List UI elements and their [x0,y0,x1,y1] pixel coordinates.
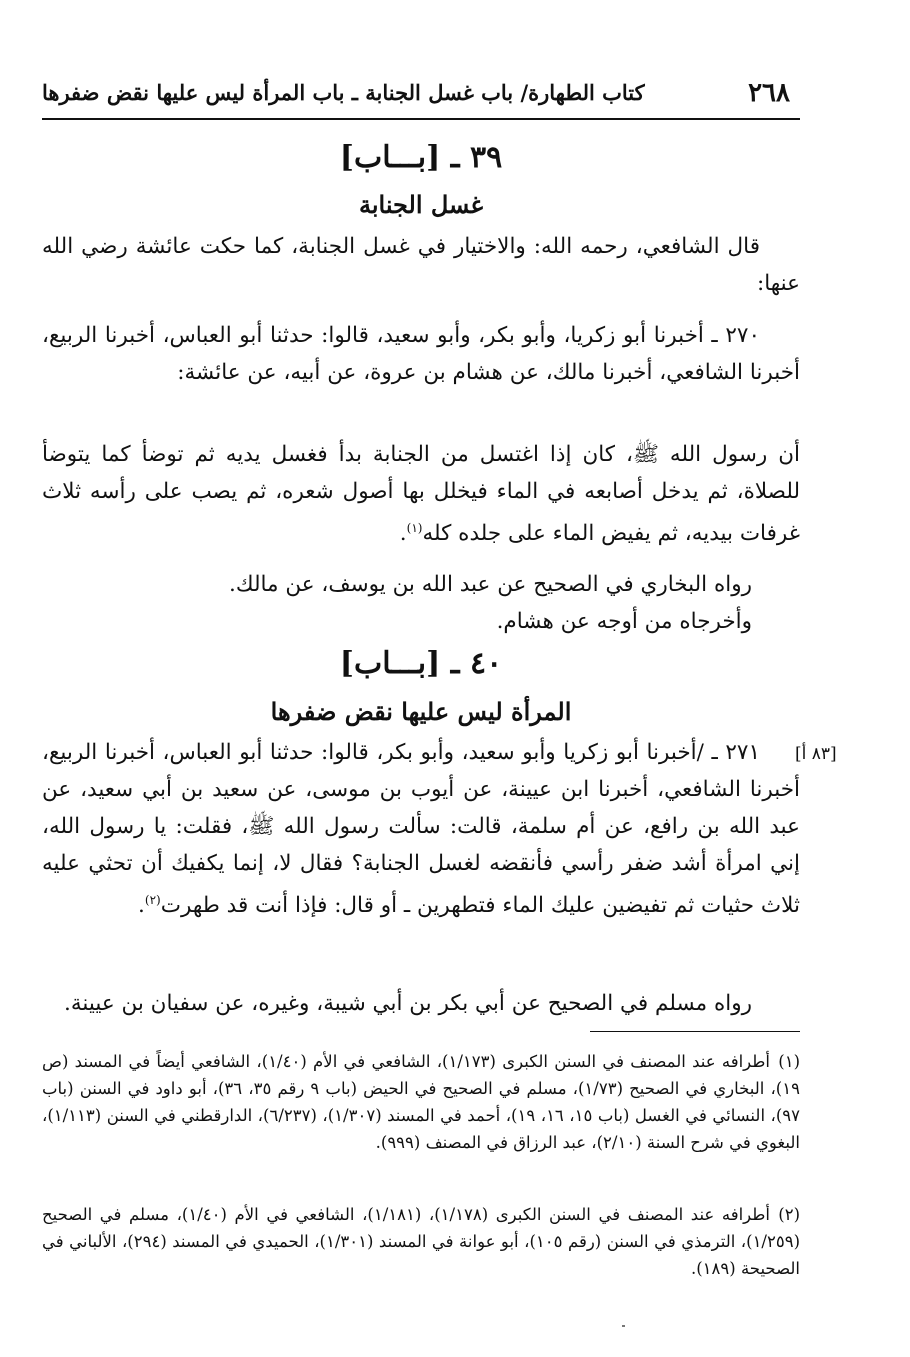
footnote-divider [590,1031,800,1032]
footnote-ref-2: (٢) [144,893,161,907]
footnote-ref-1: (١) [406,521,423,535]
hadith-270-matn [42,436,800,552]
hadith-271-end: . [138,893,145,919]
hadith-270-matn-text: أن رسول الله ﷺ، كان إذا اغتسل من الجنابة بدأ فغسل يديه ثم توضأ كما يتوضأ للصلاة، ثم يدخل أصابعه في الماء فيخلل بها أصول شعره، ثم يصب على رأسه ثلاث غرفات بيديه، ثم يفيض الماء على جلده كله [42,442,800,547]
footnote-2-number: (٢) [778,1205,800,1224]
both-note: وأخرجاه من أوجه عن هشام. [496,609,752,634]
footnote-1-text: أطرافه عند المصنف في السنن الكبرى (١/١٧٣)، الشافعي في الأم (١/٤٠)، الشافعي أيضاً في المسند (ص ١٩)، البخاري في الصحيح (١/٧٣)، مسلم في الصحيح في الحيض (باب ٩ رقم ٣٥، ٣٦)، أبو داود في السنن (باب ٩٧)، النسائي في الغسل (باب ١٥، ١٦، ١٩)، أحمد في المسند (١/٣٠٧)، (٦/٢٣٧)، الدارقطني في السنن (١/١١٣)، البغوي في شرح السنة (٢/١٠)، عبد الرزاق في المصنف (٩٩٩). [42,1052,801,1152]
manuscript-folio-ref: [٨٣ أ] [795,744,837,764]
footnote-1-number: (١) [778,1052,800,1071]
header-divider [42,118,800,120]
hadith-270-matn-end: . [399,521,407,547]
footnote-2 [42,1201,800,1282]
footnote-1 [42,1048,800,1156]
page-header [42,78,800,114]
bukhari-note: رواه البخاري في الصحيح عن عبد الله بن يوسف، عن مالك. [229,572,752,597]
intro-paragraph: قال الشافعي، رحمه الله: والاختيار في غسل الجنابة، كما حكت عائشة رضي الله عنها: [42,234,800,296]
chapter-40-subtitle: المرأة ليس عليها نقض ضفرها [270,697,572,726]
chapter-39-title: ٣٩ ـ [بـــاب] [339,140,503,175]
chapter-39-subtitle: غسل الجنابة [358,190,484,219]
hadith-270-isnad: ٢٧٠ ـ أخبرنا أبو زكريا، وأبو بكر، وأبو سعيد، قالوا: حدثنا أبو العباس، أخبرنا الربيع، أخبرنا الشافعي، أخبرنا مالك، عن هشام بن عروة، عن أبيه، عن عائشة: [42,323,800,385]
page-number: ٢٦٨ [748,78,790,108]
footnote-2-text: أطرافه عند المصنف في السنن الكبرى (١/١٧٨)، (١/١٨١)، الشافعي في الأم (١/٤٠)، مسلم في الصحيح (١/٢٥٩)، الترمذي في السنن (رقم ١٠٥)، أبو عوانة في المسند (١/٣٠١)، الحميدي في المسند (٢٩٤)، الألباني في الصحيحة (١٨٩). [42,1205,801,1278]
running-title: كتاب الطهارة/ باب غسل الجنابة ـ باب المرأة ليس عليها نقض ضفرها [42,80,645,105]
muslim-note: رواه مسلم في الصحيح عن أبي بكر بن أبي شيبة، وغيره، عن سفيان بن عيينة. [64,991,752,1016]
hadith-271 [42,734,800,924]
hadith-271-text: ٢٧١ ـ /أخبرنا أبو زكريا وأبو سعيد، وأبو بكر، قالوا: حدثنا أبو العباس، أخبرنا الربيع، أخبرنا الشافعي، أخبرنا ابن عيينة، عن أيوب بن موسى، عن سعيد بن أبي سعيد، عن عبد الله بن رافع، عن أم سلمة، قالت: سألت رسول الله ﷺ، فقلت: يا رسول الله، إني امرأة أشد ضفر رأسي فأنقضه لغسل الجنابة؟ فقال لا، إنما يكفيك أن تحثي عليه ثلاث حثيات ثم تفيضين عليك الماء فتطهرين ـ أو قال: فإذا أنت قد طهرت [42,740,800,919]
print-speck [622,1325,625,1327]
chapter-40-title: ٤٠ ـ [بـــاب] [339,646,503,681]
